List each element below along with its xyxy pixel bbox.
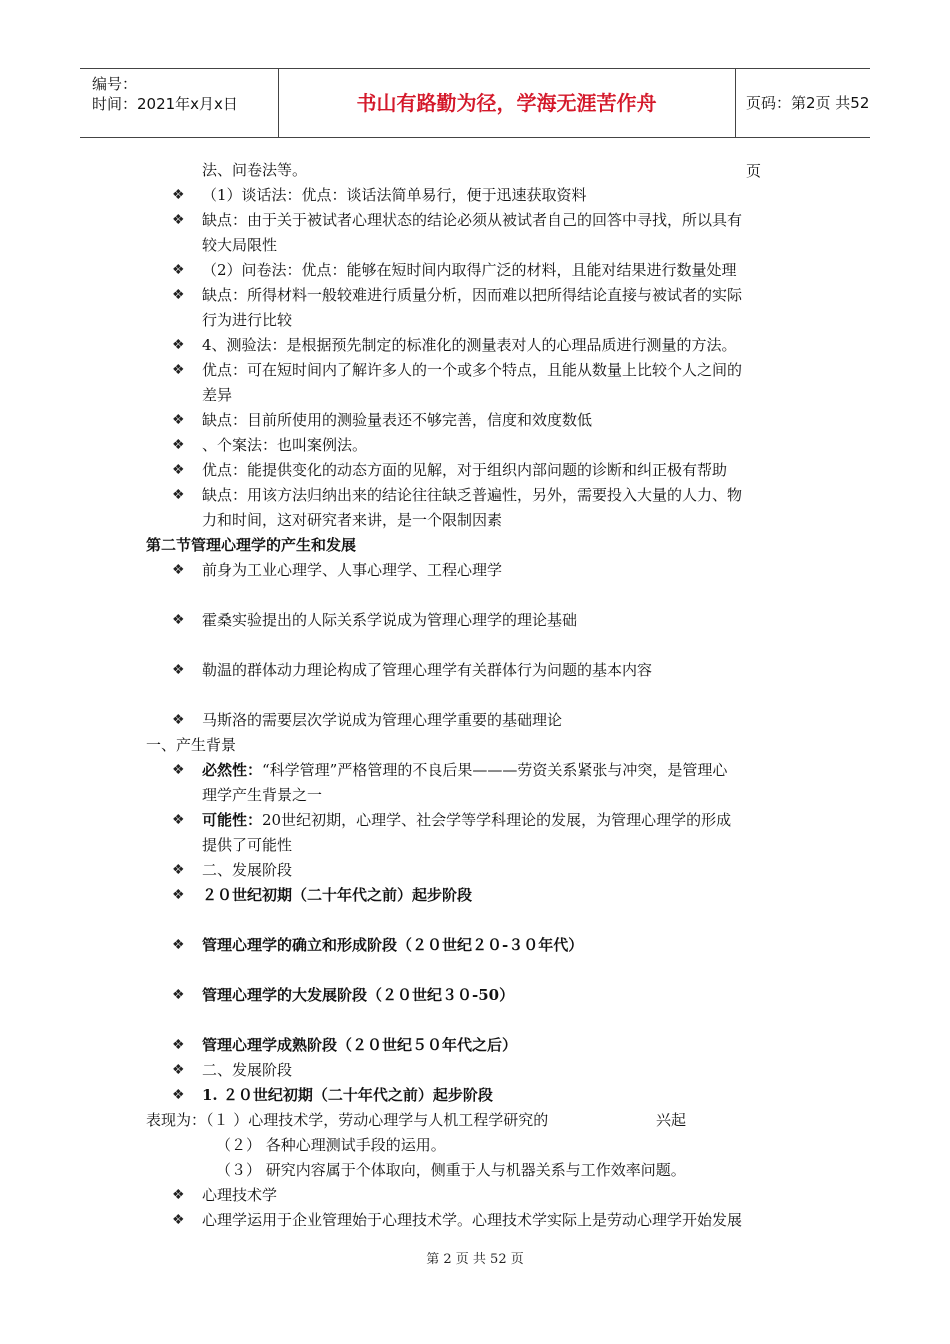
text-line: 管理心理学的确立和形成阶段（２０世纪２０-３０年代） <box>202 936 584 954</box>
text-line: 马斯洛的需要层次学说成为管理心理学重要的基础理论 <box>202 711 563 729</box>
bullet-icon: ❖ <box>172 762 185 778</box>
text-line: 缺点：用该方法归纳出来的结论往往缺乏普遍性，另外，需要投入大量的人力、物 <box>202 486 743 504</box>
text-line: 管理心理学成熟阶段（２０世纪５０年代之后） <box>202 1036 518 1054</box>
bullet-icon: ❖ <box>172 562 185 578</box>
bullet-icon: ❖ <box>172 887 185 903</box>
text-line: 二、发展阶段 <box>202 1061 293 1079</box>
text-line: 差异 <box>202 386 233 404</box>
bullet-icon: ❖ <box>172 662 185 678</box>
bullet-icon: ❖ <box>172 1062 185 1078</box>
text-line: 、个案法：也叫案例法。 <box>202 436 368 454</box>
bullet-icon: ❖ <box>172 987 185 1003</box>
text-line: 提供了可能性 <box>202 836 293 854</box>
text-line: 较大局限性 <box>202 236 278 254</box>
text-line: 前身为工业心理学、人事心理学、工程心理学 <box>202 561 503 579</box>
term-text: 20世纪初期，心理学、社会学等学科理论的发展，为管理心理学的形成 <box>262 811 732 829</box>
text-line: （1）谈话法：优点：谈话法简单易行，便于迅速获取资料 <box>202 186 587 204</box>
bullet-icon: ❖ <box>172 1187 185 1203</box>
bullet-icon: ❖ <box>172 612 185 628</box>
text-line: 勒温的群体动力理论构成了管理心理学有关群体行为问题的基本内容 <box>202 661 653 679</box>
bullet-icon: ❖ <box>172 437 185 453</box>
text-line: 1. ２０世纪初期（二十年代之前）起步阶段 <box>202 1086 493 1104</box>
text-line: 法、问卷法等。 <box>202 161 308 179</box>
text-line: 优点：可在短时间内了解许多人的一个或多个特点，且能从数量上比较个人之间的 <box>202 361 743 379</box>
text-line: （2）问卷法：优点：能够在短时间内取得广泛的材料，且能对结果进行数量处理 <box>202 261 737 279</box>
bullet-icon: ❖ <box>172 187 185 203</box>
bullet-icon: ❖ <box>172 1037 185 1053</box>
bullet-icon: ❖ <box>172 462 185 478</box>
text-line: ２０世纪初期（二十年代之前）起步阶段 <box>202 886 473 904</box>
bullet-icon: ❖ <box>172 337 185 353</box>
bullet-icon: ❖ <box>172 412 185 428</box>
bullet-icon: ❖ <box>172 212 185 228</box>
header-motto: 书山有路勤为径，学海无涯苦作舟 <box>278 69 736 137</box>
text-line: 管理心理学的大发展阶段（２０世纪３０-50） <box>202 986 515 1004</box>
text-line: 表现为：（１ ）心理技术学，劳动心理学与人机工程学研究的 <box>146 1111 549 1129</box>
text-line: 兴起 <box>656 1111 687 1129</box>
text-line: 二、发展阶段 <box>202 861 293 879</box>
term-label: 可能性： <box>202 811 263 829</box>
text-line: （２） 各种心理测试手段的运用。 <box>216 1136 446 1154</box>
bullet-icon: ❖ <box>172 287 185 303</box>
bullet-icon: ❖ <box>172 487 185 503</box>
text-line: 心理技术学 <box>202 1186 278 1204</box>
term-label: 必然性： <box>202 761 263 779</box>
text-line <box>202 760 727 780</box>
text-line: 缺点：由于关于被试者心理状态的结论必须从被试者自己的回答中寻找，所以具有 <box>202 211 743 229</box>
text-line: 霍桑实验提出的人际关系学说成为管理心理学的理论基础 <box>202 611 578 629</box>
text-line: （３） 研究内容属于个体取向，侧重于人与机器关系与工作效率问题。 <box>216 1161 686 1179</box>
document-number-label: 编号： <box>92 75 138 93</box>
document-time-label: 时间：2021年x月x日 <box>92 95 238 113</box>
bullet-icon: ❖ <box>172 862 185 878</box>
bullet-icon: ❖ <box>172 362 185 378</box>
text-line: 4、测验法：是根据预先制定的标准化的测量表对人的心理品质进行测量的方法。 <box>202 336 737 354</box>
text-line <box>202 810 731 830</box>
text-line: 缺点：目前所使用的测验量表还不够完善，信度和效度数低 <box>202 411 593 429</box>
term-text: “科学管理”严格管理的不良后果———劳资关系紧张与冲突，是管理心 <box>262 761 728 779</box>
page-footer: 第 2 页 共 52 页 <box>426 1252 524 1267</box>
text-line: 行为进行比较 <box>202 311 293 329</box>
text-line: 缺点：所得材料一般较难进行质量分析，因而难以把所得结论直接与被试者的实际 <box>202 286 743 304</box>
text-line: 心理学运用于企业管理始于心理技术学。心理技术学实际上是劳动心理学开始发展 <box>202 1211 743 1229</box>
section-heading: 第二节管理心理学的产生和发展 <box>146 536 357 554</box>
bullet-icon: ❖ <box>172 937 185 953</box>
header-meta-cell <box>80 69 279 137</box>
text-line: 优点：能提供变化的动态方面的见解，对于组织内部问题的诊断和纠正极有帮助 <box>202 461 728 479</box>
subsection-heading: 一、产生背景 <box>146 736 237 754</box>
text-line: 理学产生背景之一 <box>202 786 323 804</box>
bullet-icon: ❖ <box>172 812 185 828</box>
bullet-icon: ❖ <box>172 1212 185 1228</box>
bullet-icon: ❖ <box>172 712 185 728</box>
text-line: 力和时间，这对研究者来讲，是一个限制因素 <box>202 511 503 529</box>
bullet-icon: ❖ <box>172 1087 185 1103</box>
bullet-icon: ❖ <box>172 262 185 278</box>
header-page-label: 页码：第2页 共52页 <box>746 94 870 180</box>
